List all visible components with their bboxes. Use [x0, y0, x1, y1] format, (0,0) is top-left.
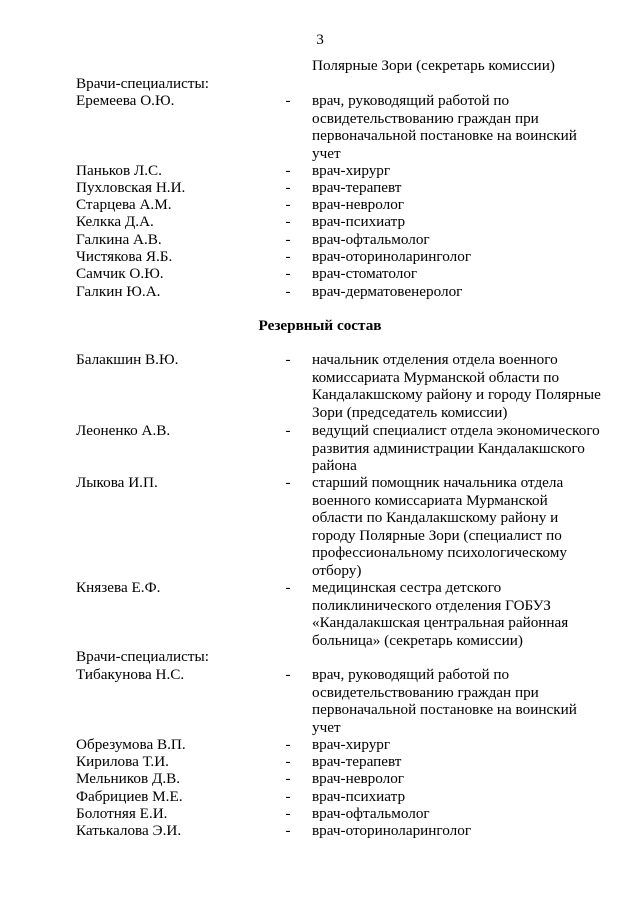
dash: -: [285, 196, 291, 213]
member-role: врач-офтальмолог: [312, 805, 430, 822]
dash: -: [285, 248, 291, 265]
member-role: врач-офтальмолог: [312, 231, 430, 248]
member-name: Старцева А.М.: [76, 196, 172, 213]
member-role: врач-стоматолог: [312, 265, 418, 282]
member-name: Чистякова Я.Б.: [76, 248, 173, 265]
member-role: врач-хирург: [312, 736, 391, 753]
member-role: ведущий специалист отдела экономического развития администрации Кандалакшского района: [312, 422, 600, 474]
dash: -: [285, 736, 291, 753]
member-role: врач-терапевт: [312, 179, 402, 196]
dash: -: [285, 231, 291, 248]
member-role: врач, руководящий работой по освидетельствованию граждан при первоначальной постановке на воинский учет: [312, 666, 577, 736]
member-name: Фабрициев М.Е.: [76, 788, 183, 805]
dash: -: [285, 753, 291, 770]
member-name: Тибакунова Н.С.: [76, 666, 185, 683]
dash: -: [285, 213, 291, 230]
member-name: Князева Е.Ф.: [76, 579, 161, 596]
member-name: Пухловская Н.И.: [76, 179, 186, 196]
member-name: Галкина А.В.: [76, 231, 162, 248]
member-role: врач-хирург: [312, 162, 391, 179]
member-role: врач-психиатр: [312, 788, 406, 805]
dash: -: [285, 770, 291, 787]
reserve-specialists-heading: Врачи-специалисты:: [76, 648, 209, 665]
reserve-section-title: Резервный состав: [258, 317, 382, 334]
member-role: начальник отделения отдела военного комиссариата Мурманской области по Кандалакшскому району и городу Полярные Зори (председатель комиссии): [312, 351, 601, 421]
member-name: Балакшин В.Ю.: [76, 351, 179, 368]
member-role: врач-оториноларинголог: [312, 822, 472, 839]
member-role: врач-невролог: [312, 196, 405, 213]
dash: -: [285, 351, 291, 368]
member-name: Мельников Д.В.: [76, 770, 181, 787]
member-name: Кирилова Т.И.: [76, 753, 169, 770]
member-role: старший помощник начальника отдела военного комиссариата Мурманской области по Кандалакшскому району и городу Полярные Зори (специалист по профессиональному психологическому отбору): [312, 474, 567, 579]
member-name: Лыкова И.П.: [76, 474, 158, 491]
member-role: медицинская сестра детского поликлинического отделения ГОБУЗ «Кандалакшская центральная районная больница» (секретарь комиссии): [312, 579, 569, 649]
dash: -: [285, 179, 291, 196]
dash: -: [285, 265, 291, 282]
dash: -: [285, 579, 291, 596]
dash: -: [285, 805, 291, 822]
member-name: Галкин Ю.А.: [76, 283, 161, 300]
dash: -: [285, 474, 291, 491]
member-name: Самчик О.Ю.: [76, 265, 164, 282]
continuation-text: Полярные Зори (секретарь комиссии): [312, 57, 555, 74]
member-name: Паньков Л.С.: [76, 162, 162, 179]
specialists-heading: Врачи-специалисты:: [76, 75, 209, 92]
member-name: Келкка Д.А.: [76, 213, 154, 230]
dash: -: [285, 92, 291, 109]
dash: -: [285, 788, 291, 805]
dash: -: [285, 666, 291, 683]
dash: -: [285, 162, 291, 179]
dash: -: [285, 822, 291, 839]
member-name: Болотняя Е.И.: [76, 805, 168, 822]
member-name: Леоненко А.В.: [76, 422, 171, 439]
member-role: врач-дерматовенеролог: [312, 283, 463, 300]
dash: -: [285, 283, 291, 300]
dash: -: [285, 422, 291, 439]
member-role: врач, руководящий работой по освидетельствованию граждан при первоначальной постановке на воинский учет: [312, 92, 577, 162]
member-name: Катькалова Э.И.: [76, 822, 182, 839]
member-name: Обрезумова В.П.: [76, 736, 186, 753]
member-role: врач-терапевт: [312, 753, 402, 770]
member-name: Еремеева О.Ю.: [76, 92, 175, 109]
member-role: врач-невролог: [312, 770, 405, 787]
member-role: врач-оториноларинголог: [312, 248, 472, 265]
member-role: врач-психиатр: [312, 213, 406, 230]
page-number: 3: [316, 31, 324, 48]
